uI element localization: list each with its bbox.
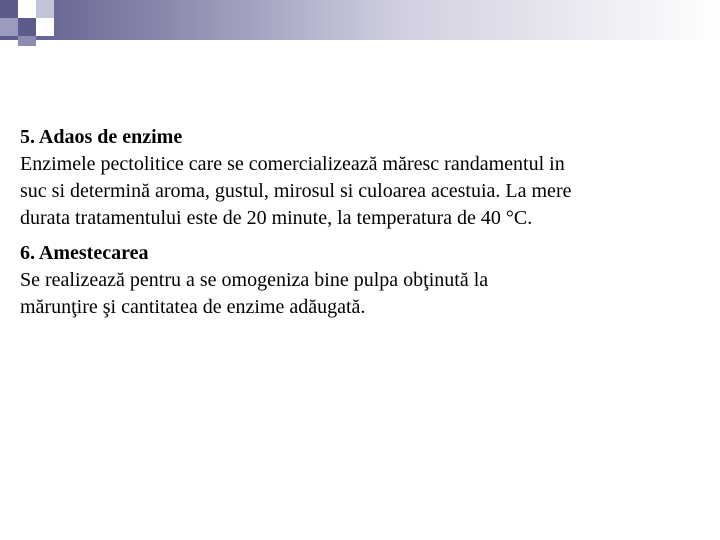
decor-square — [36, 0, 54, 18]
slide-body — [20, 124, 700, 321]
section-enzymes — [20, 124, 700, 232]
decor-square — [18, 36, 36, 46]
decor-square — [18, 18, 36, 36]
corner-decoration — [0, 0, 60, 48]
section-heading: 6. Amestecarea — [20, 242, 149, 264]
header-gradient-band — [0, 0, 720, 40]
decor-square — [36, 18, 54, 36]
section-heading: 5. Adaos de enzime — [20, 126, 183, 148]
section-mixing — [20, 240, 700, 321]
decor-square — [0, 18, 18, 36]
decor-square — [0, 0, 18, 18]
decor-square — [18, 0, 36, 18]
section-text: Se realizează pentru a se omogeniza bine pulpa obţinută la mărunţire şi cantitatea de enzime adăugată. — [20, 269, 489, 318]
section-text: Enzimele pectolitice care se comercializează măresc randamentul in suc si determină aroma, gustul, mirosul si culoarea acestuia. La mere durata tratamentului este de 20 minute, la temperatura de 40 °C. — [20, 153, 572, 229]
